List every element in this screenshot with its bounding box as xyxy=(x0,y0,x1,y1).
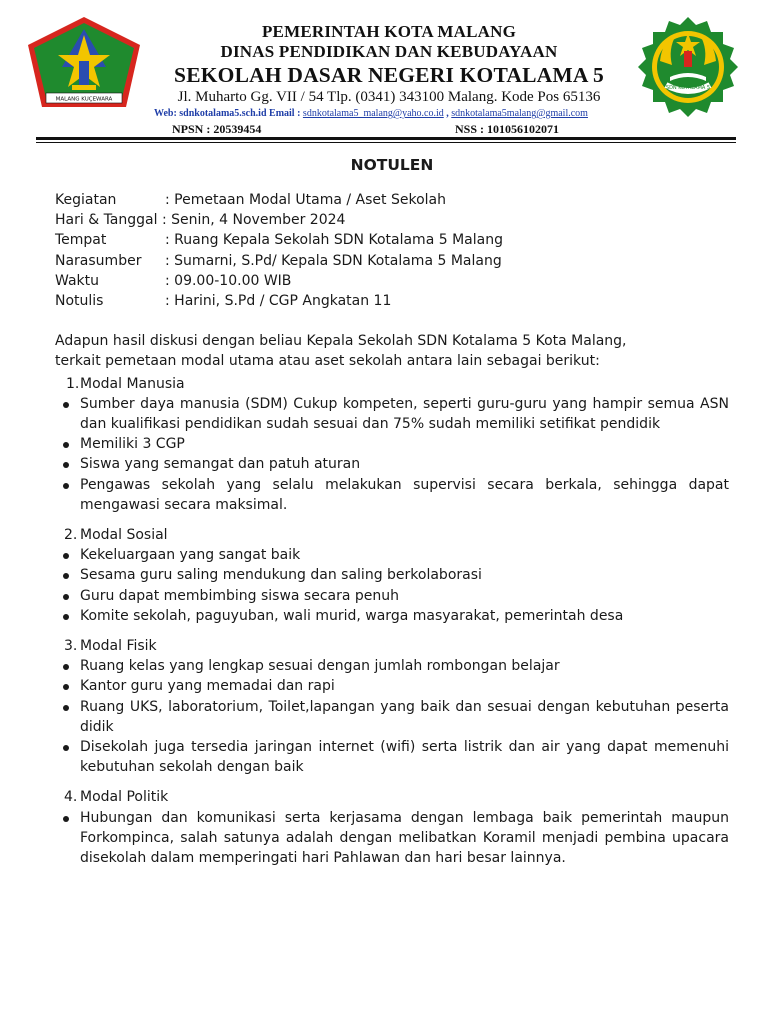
section-title: Modal Fisik xyxy=(80,637,157,654)
web-label: Web: sdnkotalama5.sch.id Email : xyxy=(154,108,303,119)
section-title: Modal Sosial xyxy=(80,526,168,543)
kota-malang-logo xyxy=(26,15,142,115)
meta-row-hari-tanggal xyxy=(55,210,729,230)
list-item: Sesama guru saling mendukung dan saling berkolaborasi xyxy=(55,565,729,585)
document-title: NOTULEN xyxy=(350,156,434,174)
bullet-icon xyxy=(63,745,69,751)
section-modal-politik xyxy=(55,787,729,868)
email-link-1[interactable]: sdnkotalama5_malang@yaho.co.id xyxy=(302,108,444,119)
section-modal-fisik xyxy=(55,636,729,777)
list-item: Ruang UKS, laboratorium, Toilet,lapangan yang baik dan sesuai dengan kebutuhan peserta didik xyxy=(55,697,729,737)
list-item: Sumber daya manusia (SDM) Cukup kompeten, seperti guru-guru yang hampir semua ASN dan kualifikasi pendidikan sudah sesuai dan 75% sudah memiliki setifikat pendidik xyxy=(55,394,729,434)
meta-label: Notulis xyxy=(55,292,104,309)
list-item: Guru dapat membimbing siswa secara penuh xyxy=(55,586,729,606)
bullet-icon xyxy=(63,462,69,468)
intro-line: terkait pemetaan modal utama atau aset sekolah antara lain sebagai berikut: xyxy=(55,353,600,370)
meta-row-narasumber xyxy=(55,251,729,271)
svg-text:MALANG KUÇEWARA: MALANG KUÇEWARA xyxy=(55,96,113,103)
email-separator: , xyxy=(443,108,452,119)
section-heading xyxy=(55,525,729,545)
section-number: 1. xyxy=(66,375,80,392)
bullet-icon xyxy=(63,553,69,559)
list-item: Komite sekolah, paguyuban, wali murid, warga masyarakat, pemerintah desa xyxy=(55,606,729,626)
meta-row-tempat xyxy=(55,230,729,250)
meta-value: : Pemetaan Modal Utama / Aset Sekolah xyxy=(165,192,446,208)
meta-value: : Harini, S.Pd / CGP Angkatan 11 xyxy=(165,292,392,309)
department-name: DINAS PENDIDIKAN DAN KEBUDAYAAN xyxy=(220,42,558,61)
registration-line xyxy=(150,121,628,137)
list-item: Disekolah juga tersedia jaringan internet (wifi) serta listrik dan air yang dapat memenuhi kebutuhan sekolah dengan baik xyxy=(55,737,729,777)
meta-label: Kegiatan xyxy=(55,192,117,208)
letterhead xyxy=(0,0,768,142)
section-items xyxy=(55,394,729,515)
list-item: Memiliki 3 CGP xyxy=(55,434,729,454)
document-body xyxy=(55,150,729,868)
bullet-icon xyxy=(63,594,69,600)
section-heading xyxy=(55,636,729,656)
bullet-icon xyxy=(63,684,69,690)
government-name: PEMERINTAH KOTA MALANG xyxy=(261,22,517,41)
letterhead-text xyxy=(150,22,628,137)
section-items xyxy=(55,656,729,777)
school-name: SEKOLAH DASAR NEGERI KOTALAMA 5 xyxy=(174,63,604,87)
section-modal-sosial xyxy=(55,525,729,626)
list-item: Hubungan dan komunikasi serta kerjasama dengan lembaga baik pemerintah maupun Forkompinca, salah satunya adalah dengan melibatkan Koramil menjadi pembina upacara disekolah dalam memperingati hari Pahlawan dan hari besar lainnya. xyxy=(55,808,729,869)
school-logo xyxy=(632,15,744,119)
section-heading xyxy=(55,787,729,807)
contact-line xyxy=(150,107,628,121)
letterhead-rule-thin xyxy=(36,142,736,143)
meta-row-kegiatan xyxy=(55,190,729,210)
meta-value: : 09.00-10.00 WIB xyxy=(165,272,292,289)
svg-text:SDN KOTALAMA 5: SDN KOTALAMA 5 xyxy=(665,85,711,91)
list-item: Kekeluargaan yang sangat baik xyxy=(55,545,729,565)
meeting-details xyxy=(55,190,729,311)
bullet-icon xyxy=(63,573,69,579)
bullet-icon xyxy=(63,614,69,620)
meta-row-notulis xyxy=(55,291,729,311)
section-modal-manusia xyxy=(55,374,729,515)
section-items xyxy=(55,808,729,869)
meta-label: Tempat xyxy=(55,232,107,249)
email-link-2[interactable]: sdnkotalama5malang@gmail.com xyxy=(451,108,588,119)
school-emblem-icon xyxy=(632,15,744,119)
nss-number: NSS : 101056102071 xyxy=(455,122,560,136)
meta-row-waktu xyxy=(55,271,729,291)
bullet-icon xyxy=(63,705,69,711)
kota-malang-emblem-icon xyxy=(26,15,142,115)
meta-value: : Ruang Kepala Sekolah SDN Kotalama 5 Malang xyxy=(165,232,503,249)
intro-paragraph xyxy=(55,331,729,371)
meta-value: Hari & Tanggal : Senin, 4 November 2024 xyxy=(55,212,346,229)
letterhead-rule-thick xyxy=(36,137,736,140)
list-item: Ruang kelas yang lengkap sesuai dengan jumlah rombongan belajar xyxy=(55,656,729,676)
section-title: Modal Manusia xyxy=(80,375,185,392)
list-item: Siswa yang semangat dan patuh aturan xyxy=(55,454,729,474)
npsn-number: NPSN : 20539454 xyxy=(172,122,262,136)
meta-value: : Sumarni, S.Pd/ Kepala SDN Kotalama 5 Malang xyxy=(165,252,502,269)
intro-line: Adapun hasil diskusi dengan beliau Kepala Sekolah SDN Kotalama 5 Kota Malang, xyxy=(55,333,627,350)
bullet-icon xyxy=(63,402,69,408)
section-title: Modal Politik xyxy=(80,789,169,806)
section-number: 3. xyxy=(64,637,78,654)
bullet-icon xyxy=(63,442,69,448)
bullet-icon xyxy=(63,664,69,670)
meta-label: Waktu xyxy=(55,272,99,289)
list-item: Pengawas sekolah yang selalu melakukan supervisi secara berkala, sehingga dapat mengawasi secara maksimal. xyxy=(55,475,729,515)
section-number: 4. xyxy=(64,789,78,806)
bullet-icon xyxy=(63,483,69,489)
section-items xyxy=(55,545,729,626)
list-item: Kantor guru yang memadai dan rapi xyxy=(55,676,729,696)
section-number: 2. xyxy=(64,526,78,543)
bullet-icon xyxy=(63,816,69,822)
section-heading xyxy=(55,374,729,394)
meta-label: Narasumber xyxy=(55,252,142,269)
school-address: Jl. Muharto Gg. VII / 54 Tlp. (0341) 343100 Malang. Kode Pos 65136 xyxy=(177,89,601,105)
